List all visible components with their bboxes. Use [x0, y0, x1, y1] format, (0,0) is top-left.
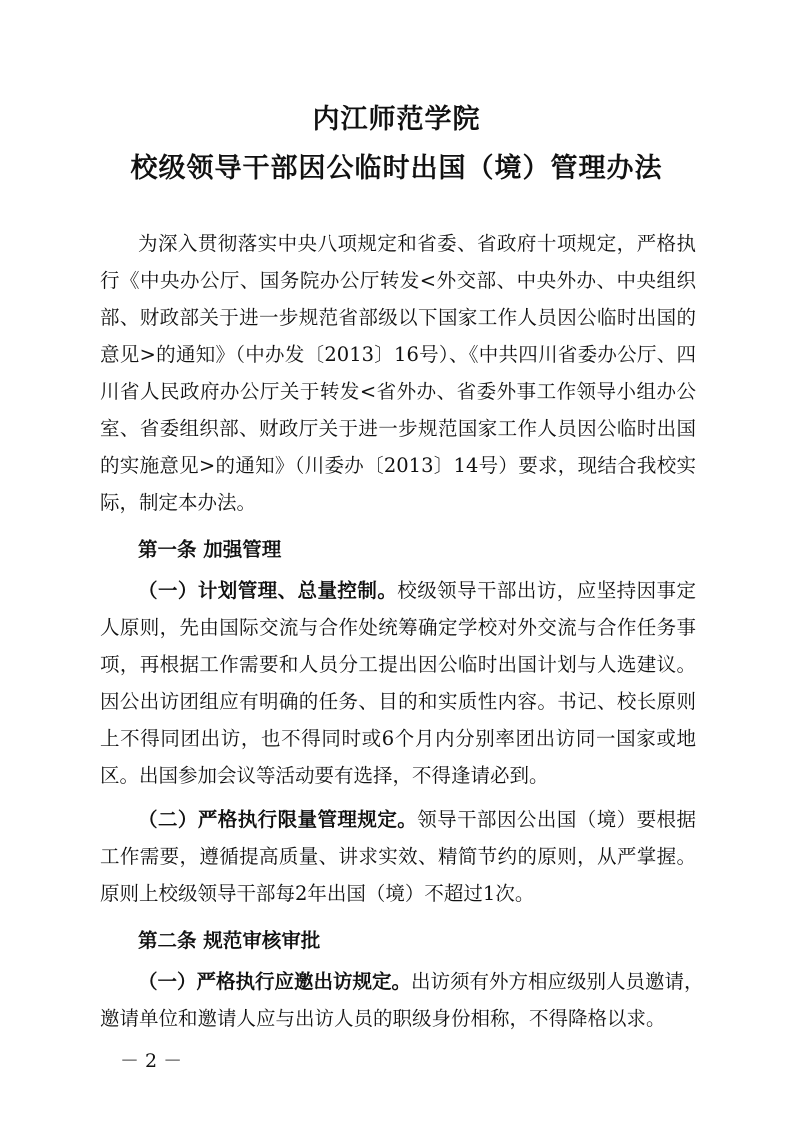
article-1-item-1-line: 区。出国参加会议等活动要有选择，不得逢请必到。 [100, 764, 549, 787]
article-2-item-1-first-line [138, 967, 704, 997]
intro-line: 的实施意见>的通知》（川委办〔2013〕14号）要求，现结合我校实 [100, 454, 696, 477]
intro-line: 为深入贯彻落实中央八项规定和省委、省政府十项规定，严格执 [138, 232, 696, 255]
intro-line: 行《中央办公厅、国务院办公厅转发<外交部、中央外办、中央组织 [100, 269, 696, 292]
intro-line: 室、省委组织部、财政厅关于进一步规范国家工作人员因公临时出国 [100, 417, 696, 440]
article-1-heading: 第一条 加强管理 [138, 538, 282, 561]
article-1-item-1-label: （一）计划管理、总量控制。 [138, 579, 398, 602]
article-1-item-1-text: 校级领导干部出访，应坚持因事定 [397, 579, 696, 602]
article-1-item-1-first-line [138, 576, 696, 606]
article-2-item-1-text: 出访须有外方相应级别人员邀请， [411, 970, 704, 993]
intro-line: 际，制定本办法。 [100, 491, 257, 514]
article-2-item-1-line: 邀请单位和邀请人应与出访人员的职级身份相称，不得降格以求。 [100, 1007, 666, 1030]
article-1-item-2-line: 工作需要，遵循提高质量、讲求实效、精简节约的原则，从严掌握。 [100, 845, 696, 868]
article-1-item-2-first-line [138, 805, 696, 835]
article-1-item-2-line: 原则上校级领导干部每2年出国（境）不超过1次。 [100, 882, 535, 905]
page-number: － 2 － [120, 1050, 183, 1072]
article-1-item-1-line: 人原则，先由国际交流与合作处统筹确定学校对外交流与合作任务事 [100, 616, 696, 639]
article-1-item-2-label: （二）严格执行限量管理规定。 [138, 808, 418, 831]
article-2-item-1-label: （一）严格执行应邀出访规定。 [138, 970, 412, 993]
intro-line: 意见>的通知》（中办发〔2013〕16号）、《中共四川省委办公厅、四 [100, 343, 696, 366]
intro-line: 部、财政部关于进一步规范省部级以下国家工作人员因公临时出国的 [100, 306, 696, 329]
article-1-item-1-line: 项，再根据工作需要和人员分工提出因公临时出国计划与人选建议。 [100, 653, 696, 676]
document-title-regulation: 校级领导干部因公临时出国（境）管理办法 [130, 153, 663, 184]
document-title-institution: 内江师范学院 [312, 104, 481, 135]
article-1-item-2-text: 领导干部因公出国（境）要根据 [417, 808, 696, 831]
article-1-item-1-line: 上不得同团出访，也不得同时或6个月内分别率团出访同一国家或地 [100, 727, 696, 750]
article-1-item-1-line: 因公出访团组应有明确的任务、目的和实质性内容。书记、校长原则 [100, 690, 696, 713]
article-2-heading: 第二条 规范审核审批 [138, 929, 321, 952]
intro-line: 川省人民政府办公厅关于转发<省外办、省委外事工作领导小组办公 [100, 380, 696, 403]
